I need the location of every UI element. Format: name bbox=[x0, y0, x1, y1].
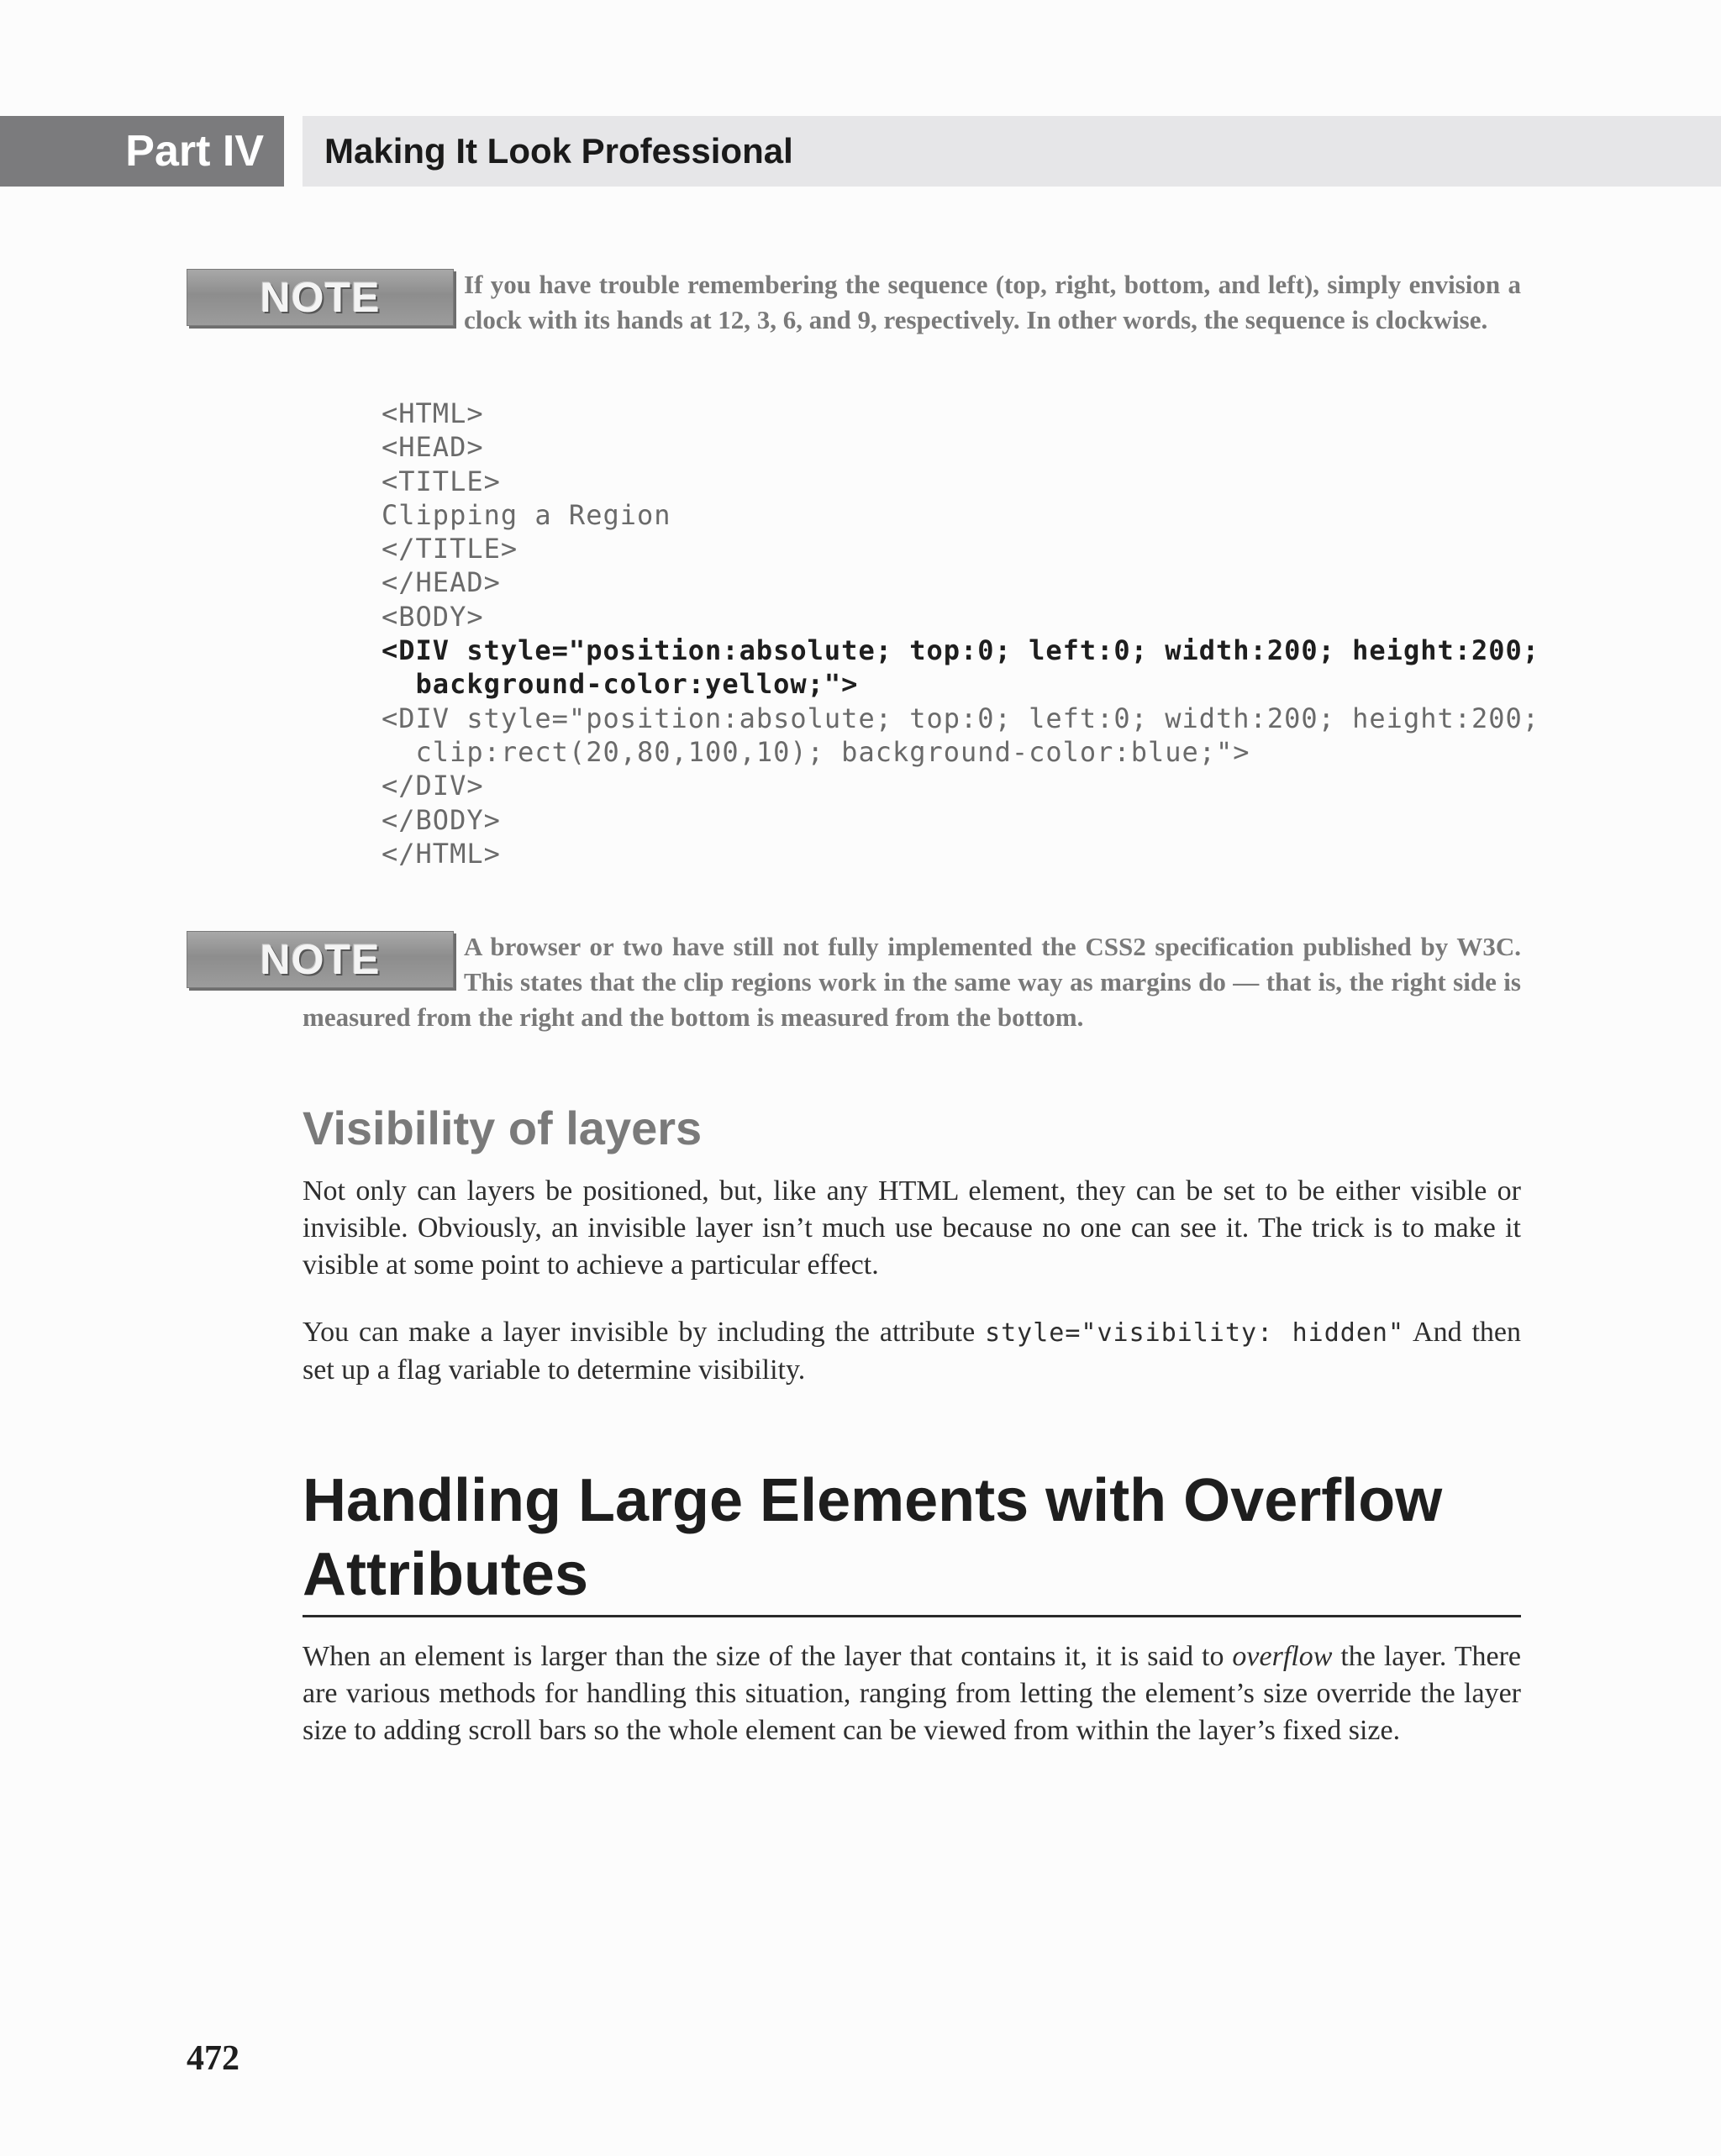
code-lines-before: <HTML> <HEAD> <TITLE> Clipping a Region </TITLE> </HEAD> <BODY> bbox=[382, 397, 671, 633]
paragraph-text: You can make a layer invisible by including the attribute bbox=[303, 1317, 986, 1348]
paragraph-text: And then set up a flag variable to determine visibility. bbox=[303, 1317, 1521, 1386]
body-paragraph bbox=[303, 1638, 1521, 1749]
code-lines-after: <DIV style="position:absolute; top:0; left:0; width:200; height:200; clip:rect(20,80,100,10); background-color:blue;"> </DIV> </BODY> </HTML> bbox=[382, 702, 1540, 870]
note-text: A browser or two have still not fully implemented the CSS2 specification published by W3C. This states that the clip regions work in the same way as margins do — that is, the right side is measured from the right and the bottom is measured from the bottom. bbox=[303, 932, 1521, 1032]
note-callout-2 bbox=[260, 929, 1521, 1035]
body-paragraph bbox=[303, 1314, 1521, 1389]
note-callout-1 bbox=[260, 267, 1521, 338]
page-number: 472 bbox=[187, 2039, 239, 2078]
part-label: Part IV bbox=[0, 116, 284, 187]
body-paragraph: Not only can layers be positioned, but, like any HTML element, they can be set to be either visible or invisible. Obviously, an invisible layer isn’t much use because no one can see it. The trick is to make it visible at some point to achieve a particular effect. bbox=[303, 1175, 1521, 1280]
emphasis-text: overflow bbox=[1232, 1641, 1333, 1672]
chapter-title: Making It Look Professional bbox=[324, 131, 793, 171]
running-header bbox=[303, 116, 1721, 187]
paragraph-text: the layer. There are various methods for handling this situation, ranging from letting the element’s size override the layer size to adding scroll bars so the whole element can be viewed from within the layer’s fixed size. bbox=[303, 1641, 1521, 1746]
note-badge-icon: NOTE bbox=[187, 931, 454, 988]
code-listing bbox=[382, 397, 1539, 870]
code-lines-highlighted: <DIV style="position:absolute; top:0; left:0; width:200; height:200; background-color:yellow;"> bbox=[382, 634, 1540, 701]
inline-code: style="visibility: hidden" bbox=[985, 1318, 1405, 1348]
section-heading-visibility: Visibility of layers bbox=[303, 1102, 703, 1154]
note-text: If you have trouble remembering the sequence (top, right, bottom, and left), simply envision a clock with its hands at 12, 3, 6, and 9, respectively. In other words, the sequence is clockwise. bbox=[464, 270, 1521, 334]
paragraph-text: When an element is larger than the size of the layer that contains it, it is said to bbox=[303, 1641, 1233, 1672]
note-badge-icon: NOTE bbox=[187, 269, 454, 326]
heading-rule bbox=[303, 1615, 1521, 1617]
section-heading-overflow: Handling Large Elements with Overflow Attributes bbox=[303, 1467, 1443, 1608]
